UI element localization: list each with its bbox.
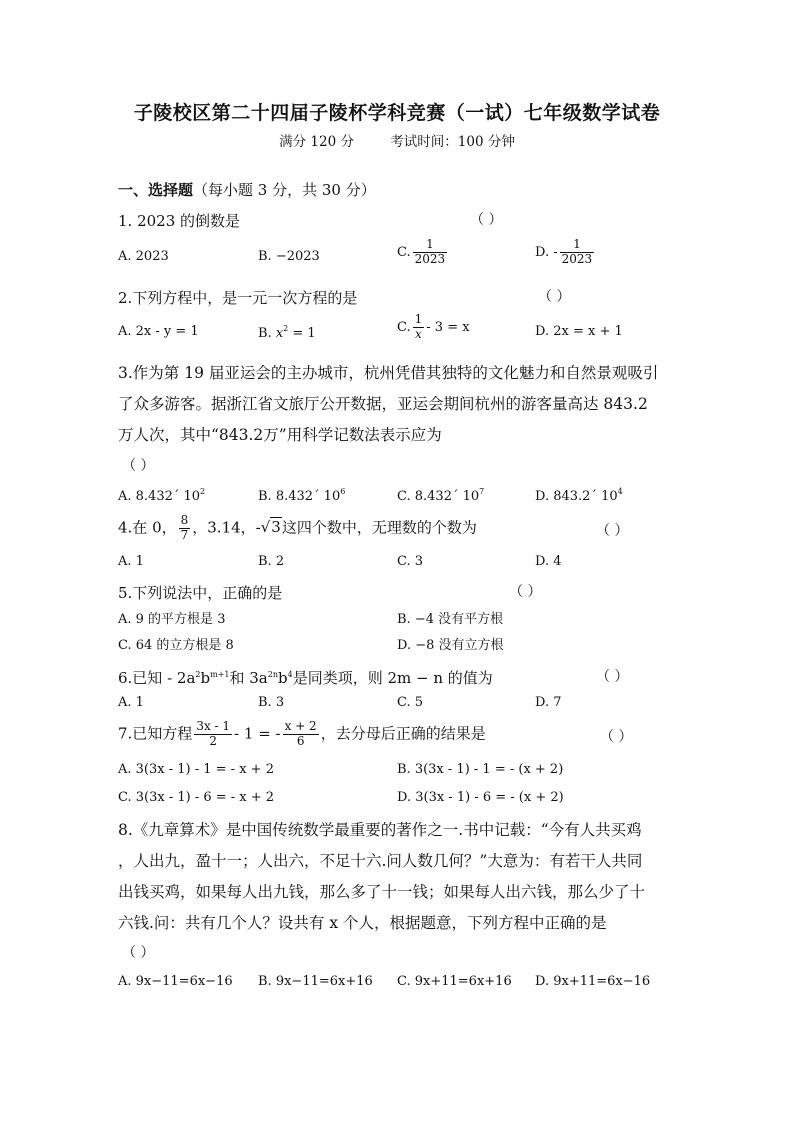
fraction [179, 514, 191, 543]
question-7-option-b: B. 3(3x - 1) - 1 = - (x + 2) [397, 762, 564, 777]
question-1-option-a: A. 2023 [118, 249, 169, 264]
option-d-label: D. - [535, 244, 558, 260]
question-6-stem [118, 669, 493, 687]
question-3-option-d [535, 487, 623, 505]
fraction-denominator: 2 [209, 733, 217, 748]
question-5-option-c: C. 64 的立方根是 8 [118, 638, 234, 653]
question-3-answer-blank: （ ） [122, 458, 155, 474]
section-heading [118, 181, 376, 199]
stem-text: b [278, 669, 288, 687]
fraction-denominator: 6 [296, 733, 305, 748]
question-3-line: 万人次，其中“843.2万”用科学记数法表示应为 [118, 426, 442, 444]
full-score: 满分 120 分 [279, 134, 354, 150]
question-2-option-d: D. 2x = x + 1 [535, 324, 623, 339]
exam-time: 考试时间：100 分钟 [390, 134, 515, 150]
fraction-denominator: 7 [180, 527, 189, 542]
equation-rest: = 1 [288, 326, 316, 341]
radicand: 3 [271, 518, 281, 537]
question-2-option-a: A. 2x - y = 1 [118, 324, 199, 339]
stem-text: ，去分母后正确的结果是 [320, 724, 486, 743]
question-3-stem [118, 358, 678, 451]
question-6-answer-blank: （ ） [596, 669, 629, 685]
fraction-denominator: 2023 [414, 251, 446, 266]
question-3-line: 3.作为第 19 届亚运会的主办城市，杭州凭借其独特的文化魅力和自然景观吸引 [118, 364, 659, 382]
question-4-answer-blank: （ ） [596, 523, 629, 539]
question-2-option-c [397, 313, 470, 342]
equation-rest: - 3 = x [426, 319, 470, 335]
option-text: D. 843.2´ 10 [535, 489, 618, 504]
fraction-numerator: 1 [413, 238, 448, 253]
question-1-answer-blank: （ ） [470, 212, 503, 228]
question-3-option-c [397, 487, 484, 505]
question-8-line: ，人出九，盈十一；人出六，不足十六.问人数几何？”大意为：有若干人共同 [118, 852, 643, 870]
exponent: 2 [283, 324, 289, 333]
stem-text: 7.已知方程 [118, 724, 193, 743]
question-8-answer-blank: （ ） [122, 945, 155, 961]
option-b-label: B. [258, 326, 276, 341]
exponent: 7 [479, 487, 485, 496]
exponent: 2 [195, 670, 201, 679]
fraction-denominator: 2023 [561, 251, 593, 266]
stem-text: 是同类项，则 2m − n 的值为 [292, 669, 493, 687]
option-c-label: C. [397, 244, 411, 260]
fraction-numerator: 3x - 1 [196, 719, 231, 733]
question-2-answer-blank: （ ） [538, 289, 571, 305]
question-2-option-b [258, 324, 316, 342]
exponent: m+1 [210, 670, 230, 679]
fraction-numerator: 1 [414, 312, 423, 326]
question-1-stem: 1. 2023 的倒数是 [118, 212, 241, 230]
exponent: 4 [617, 487, 623, 496]
question-8-option-c: C. 9x+11=6x+16 [397, 974, 512, 989]
fraction-numerator: 1 [560, 238, 595, 253]
question-5-stem: 5.下列说法中，正确的是 [118, 584, 283, 602]
square-root: √3 [260, 518, 281, 537]
question-8-option-a: A. 9x−11=6x−16 [118, 974, 233, 989]
question-8-line: 六钱.问：共有几个人？设共有 x 个人，根据题意，下列方程中正确的是 [118, 914, 607, 932]
section-title: 一、选择题 [118, 181, 194, 199]
question-6-option-c: C. 5 [397, 695, 424, 710]
stem-text: b [200, 669, 211, 687]
question-4-option-d: D. 4 [535, 554, 562, 569]
question-5-option-b: B. −4 没有平方根 [397, 612, 504, 627]
stem-text: ，3.14，- [192, 518, 261, 537]
stem-text: 和 3a [229, 669, 268, 687]
question-3-line: 了众多游客。据浙江省文旅厅公开数据，亚运会期间杭州的游客量高达 843.2 [118, 395, 648, 413]
question-7-stem [118, 720, 486, 749]
question-1-option-c [397, 238, 449, 267]
question-4-stem [118, 514, 477, 543]
question-8-stem [118, 815, 678, 939]
fraction [283, 720, 319, 749]
stem-text: 6.已知 - 2a [118, 669, 196, 687]
fraction-numerator: 8 [180, 513, 189, 527]
question-8-option-d: D. 9x+11=6x−16 [535, 974, 651, 989]
stem-text: - 1 = - [234, 724, 281, 743]
option-text: B. 8.432´ 10 [258, 489, 341, 504]
fraction [560, 238, 595, 267]
question-5-answer-blank: （ ） [509, 584, 542, 600]
question-5-option-d: D. −8 没有立方根 [397, 638, 504, 653]
fraction [413, 313, 425, 342]
question-4-option-c: C. 3 [397, 554, 424, 569]
fraction [413, 238, 448, 267]
question-1-option-d [535, 238, 596, 267]
question-8-option-b: B. 9x−11=6x+16 [258, 974, 373, 989]
question-6-option-a: A. 1 [118, 695, 144, 710]
question-8-line: 8.《九章算术》是中国传统数学最重要的著作之一.书中记载：“今有人共买鸡 [118, 821, 642, 839]
question-3-option-a [118, 487, 205, 505]
question-4-option-a: A. 1 [118, 554, 144, 569]
stem-text: 这四个数中，无理数的个数为 [281, 518, 477, 537]
exponent: 2 [200, 487, 206, 496]
question-2-stem: 2.下列方程中，是一元一次方程的是 [118, 289, 358, 307]
exam-title: 子陵校区第二十四届子陵杯学科竞赛（一试）七年级数学试卷 [133, 102, 661, 124]
question-8-line: 出钱买鸡，如果每人出九钱，那么多了十一钱；如果每人出六钱，那么少了十 [118, 883, 646, 901]
option-c-label: C. [397, 319, 411, 335]
variable: x [275, 326, 284, 341]
fraction-denominator: x [415, 326, 422, 341]
question-7-answer-blank: （ ） [600, 729, 633, 745]
question-7-option-d: D. 3(3x - 1) - 6 = - (x + 2) [397, 790, 564, 805]
option-text: A. 8.432´ 10 [118, 489, 201, 504]
question-4-option-b: B. 2 [258, 554, 285, 569]
question-3-option-b [258, 487, 345, 505]
exponent: 2n [267, 670, 279, 679]
fraction [194, 720, 232, 749]
option-text: C. 8.432´ 10 [397, 489, 480, 504]
question-6-option-d: D. 7 [535, 695, 562, 710]
question-1-option-b: B. −2023 [258, 249, 320, 264]
stem-text: 4.在 0， [118, 518, 177, 537]
question-7-option-c: C. 3(3x - 1) - 6 = - x + 2 [118, 790, 275, 805]
question-7-option-a: A. 3(3x - 1) - 1 = - x + 2 [118, 762, 274, 777]
exponent: 4 [287, 670, 293, 679]
exam-subtitle [0, 130, 794, 150]
section-note: （每小题 3 分，共 30 分） [193, 181, 376, 199]
fraction-numerator: x + 2 [284, 719, 317, 733]
question-5-option-a: A. 9 的平方根是 3 [118, 612, 226, 627]
exponent: 6 [340, 487, 346, 496]
question-6-option-b: B. 3 [258, 695, 285, 710]
